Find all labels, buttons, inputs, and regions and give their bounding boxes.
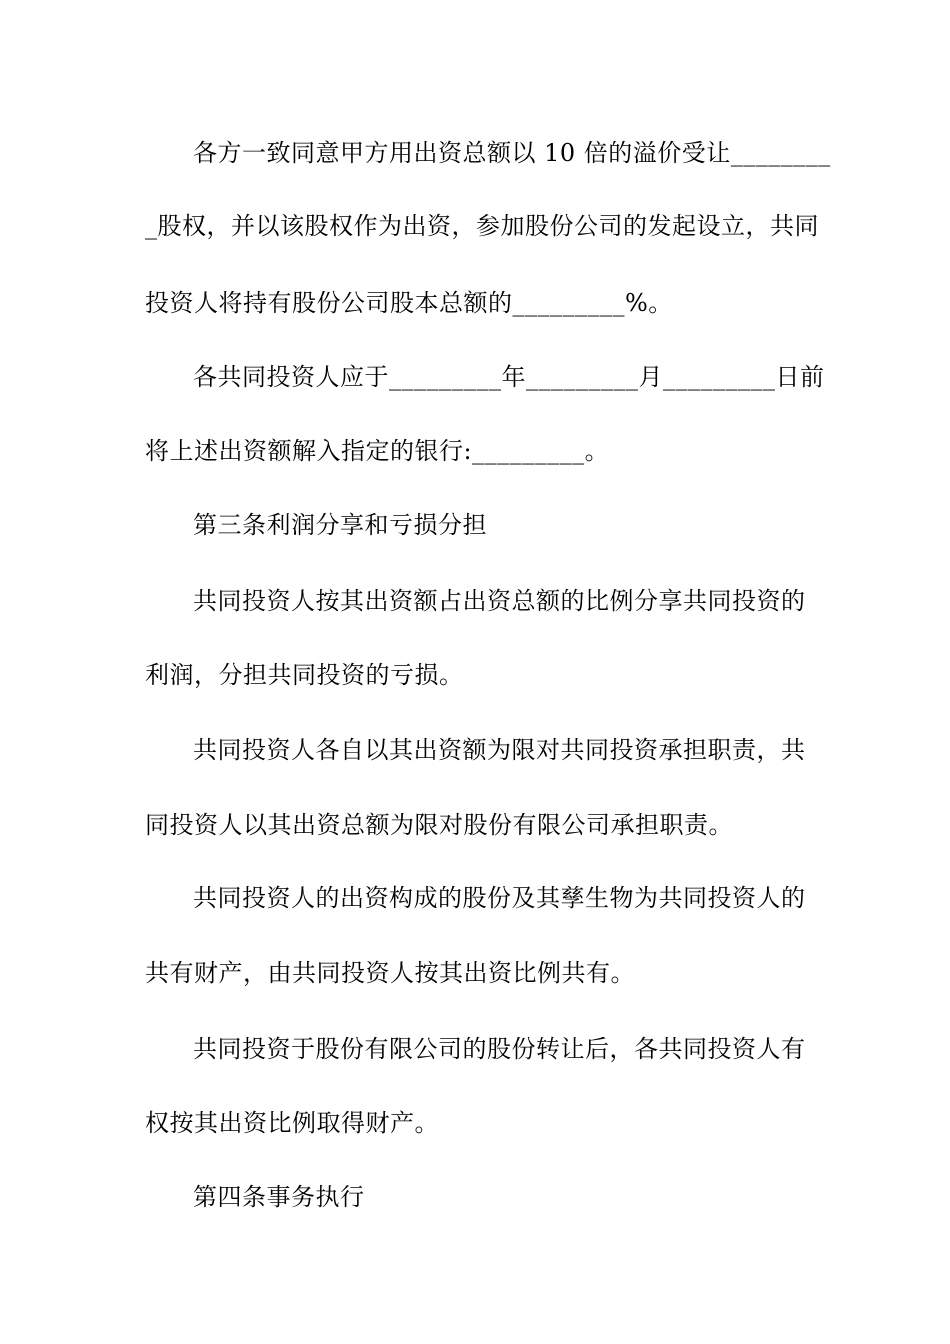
- paragraph-4-line-2: 同投资人以其出资总额为限对股份有限公司承担职责。: [145, 811, 733, 839]
- paragraph-1-line-1: 各方一致同意甲方用出资总额以 10 倍的溢价受让________: [193, 139, 831, 167]
- section-heading-article-4: 第四条事务执行: [193, 1183, 365, 1211]
- paragraph-6-line-2: 权按其出资比例取得财产。: [145, 1109, 439, 1137]
- paragraph-5-line-1: 共同投资人的出资构成的股份及其孳生物为共同投资人的: [193, 884, 806, 912]
- paragraph-5-line-2: 共有财产，由共同投资人按其出资比例共有。: [145, 959, 635, 987]
- paragraph-2-line-2: 将上述出资额解入指定的银行:_________。: [145, 437, 610, 465]
- section-heading-article-3: 第三条利润分享和亏损分担: [193, 511, 487, 539]
- paragraph-1-line-2: _股权，并以该股权作为出资，参加股份公司的发起设立，共同: [145, 212, 819, 240]
- paragraph-3-line-2: 利润，分担共同投资的亏损。: [145, 661, 464, 689]
- paragraph-6-line-1: 共同投资于股份有限公司的股份转让后，各共同投资人有: [193, 1035, 806, 1063]
- paragraph-1-line-3: 投资人将持有股份公司股本总额的_________%。: [145, 289, 673, 317]
- paragraph-4-line-1: 共同投资人各自以其出资额为限对共同投资承担职责，共: [193, 736, 806, 764]
- paragraph-3-line-1: 共同投资人按其出资额占出资总额的比例分享共同投资的: [193, 587, 806, 615]
- paragraph-2-line-1: 各共同投资人应于_________年_________月_________日前: [193, 363, 825, 391]
